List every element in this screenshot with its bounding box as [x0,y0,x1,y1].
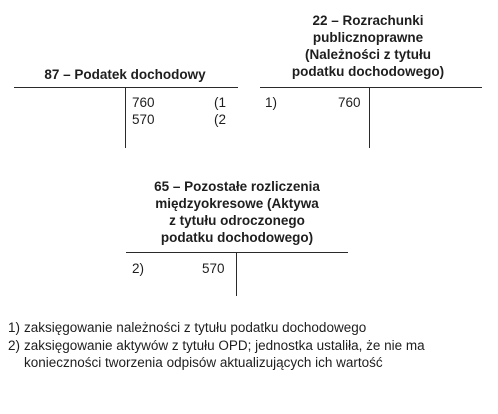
account-87-credit-amount-1: 760 [132,95,155,110]
account-22-title: 22 – Rozrachunki publicznoprawne (Należności z tytułu podatku dochodowego) [291,13,445,79]
account-22-debit-amount-1: 760 [338,95,361,110]
account-22-center-line [369,87,370,148]
footnote-2 [8,337,494,372]
account-87-center-line [125,87,126,148]
account-65-center-line [236,252,237,296]
account-87-top-line [14,87,238,88]
account-87-credit-ref-1: (1 [214,95,227,110]
account-65-title: 65 – Pozostałe rozliczenia międzyokresowe (Aktywa z tytułu odroczonego podatku dochodowego) [154,179,320,245]
account-87-credit-amount-2: 570 [132,112,155,127]
footnote-2-text: zaksięgowanie aktywów z tytułu OPD; jednostka ustaliła, że nie ma konieczności tworzenia odpisów aktualizujących ich wartość [24,337,425,370]
account-65-top-line [126,252,348,253]
account-87-title: 87 – Podatek dochodowy [44,67,206,82]
footnotes [8,319,494,372]
footnote-1 [8,319,494,337]
account-65-debit-ref-1: 2) [132,261,145,276]
account-87-credit-ref-2: (2 [214,112,227,127]
account-22-top-line [260,87,482,88]
footnote-1-number: 1) [8,320,21,335]
footnote-2-number: 2) [8,337,21,353]
footnote-1-text: zaksięgowanie należności z tytułu podatku dochodowego [24,320,367,335]
account-22-debit-ref-1: 1) [265,95,278,110]
account-65-debit-amount-1: 570 [202,261,225,276]
